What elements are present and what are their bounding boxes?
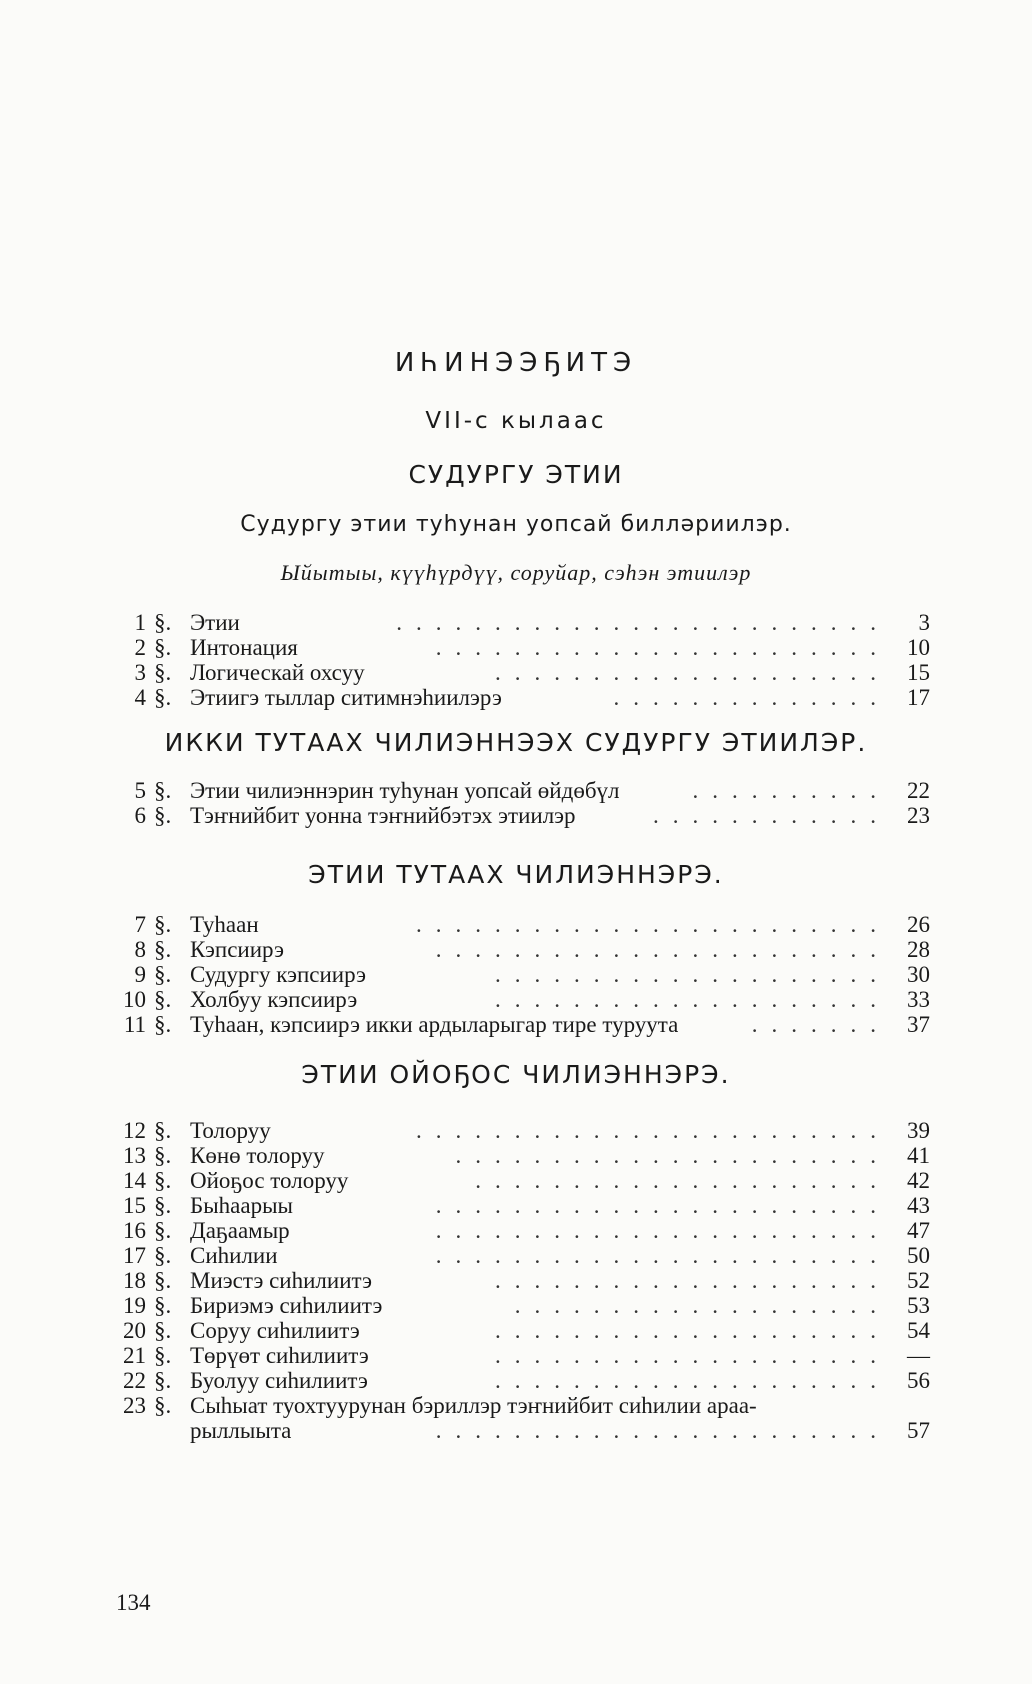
toc-entry-page: 53	[907, 1293, 930, 1318]
toc-entry-page: 28	[907, 937, 930, 962]
toc-entry-number: 9	[134, 962, 146, 987]
toc-entry-page: 41	[907, 1143, 930, 1168]
toc-entry-page: 22	[907, 778, 930, 803]
section-sign: §.	[154, 1012, 172, 1037]
section-subtitle: Судургу этии туһунан уопсай билләриилэр.	[240, 512, 792, 537]
toc-entry-title: Судургу кэпсиирэ	[190, 962, 367, 987]
toc-entry-title: Тэҥнийбит уонна тэҥнийбэтэх этиилэр	[190, 803, 576, 828]
toc-entry-number: 1	[134, 610, 146, 635]
toc-entry	[110, 1268, 930, 1293]
section-sign: §.	[154, 962, 172, 987]
toc-entry	[110, 987, 930, 1012]
toc-entry-title: Холбуу кэпсиирэ	[190, 987, 358, 1012]
section-sign: §.	[154, 1343, 172, 1368]
dot-leader: .....................	[475, 1168, 890, 1193]
toc-entry	[110, 1168, 930, 1193]
dot-leader: .......................	[435, 1418, 890, 1443]
toc-entry-number: 2	[134, 635, 146, 660]
toc-entry-number: 16	[123, 1218, 146, 1243]
dot-leader: ....................	[495, 1368, 890, 1393]
page-title: ИҺИНЭЭҔИТЭ	[394, 348, 638, 378]
section-sign: §.	[154, 778, 172, 803]
toc-entry-page: —	[907, 1343, 930, 1368]
toc-entry	[110, 1143, 930, 1168]
dot-leader: ....................	[495, 1268, 890, 1293]
dot-leader: ....................	[495, 962, 890, 987]
toc-entry-number: 5	[134, 778, 146, 803]
toc-entry-number: 3	[134, 660, 146, 685]
toc-entry-number: 10	[123, 987, 146, 1012]
toc-entry-page: 10	[907, 635, 930, 660]
toc-entry-page: 42	[907, 1168, 930, 1193]
toc-entry-page: 56	[907, 1368, 930, 1393]
section-sign: §.	[154, 1268, 172, 1293]
toc-block-4	[110, 1118, 930, 1443]
toc-entry-title: Миэстэ сиһилиитэ	[190, 1268, 373, 1293]
dot-leader: ......................	[455, 1143, 890, 1168]
dot-leader: .......................	[435, 1218, 890, 1243]
toc-entry-title: Көнө толоруу	[190, 1143, 325, 1168]
section-sign: §.	[154, 1193, 172, 1218]
toc-entry	[110, 1368, 930, 1393]
toc-entry-number: 19	[123, 1293, 146, 1318]
section-sign: §.	[154, 685, 172, 710]
toc-entry-title: Туһаан	[190, 912, 259, 937]
toc-block-3	[110, 912, 930, 1037]
toc-entry-page: 50	[907, 1243, 930, 1268]
toc-entry	[110, 1218, 930, 1243]
section-heading-1: СУДУРГУ ЭТИИ	[408, 460, 624, 489]
toc-entry	[110, 1318, 930, 1343]
toc-entry-title: Төрүөт сиһилиитэ	[190, 1343, 369, 1368]
toc-entry-page: 54	[907, 1318, 930, 1343]
toc-entry-number: 4	[134, 685, 146, 710]
dot-leader: ....................	[495, 660, 890, 685]
section-sign: §.	[154, 660, 172, 685]
dot-leader: .......	[751, 1012, 890, 1037]
section-sign: §.	[154, 1243, 172, 1268]
toc-entry-title: Туһаан, кэпсиирэ икки ардыларыгар тире туруута	[190, 1012, 679, 1037]
toc-entry-number: 20	[123, 1318, 146, 1343]
dot-leader: .......................	[435, 1193, 890, 1218]
toc-entry-number: 22	[123, 1368, 146, 1393]
toc-entry-title: Толоруу	[190, 1118, 271, 1143]
dot-leader: ............	[653, 803, 890, 828]
section-sign: §.	[154, 1218, 172, 1243]
toc-entry-number: 21	[123, 1343, 146, 1368]
toc-entry	[110, 1243, 930, 1268]
toc-entry	[110, 610, 930, 635]
toc-entry-title: Этиигэ тыллар ситимнэһиилэрэ	[190, 685, 502, 710]
toc-entry	[110, 660, 930, 685]
dot-leader: .......................	[435, 635, 890, 660]
section-sign: §.	[154, 610, 172, 635]
toc-entry	[110, 962, 930, 987]
section-heading-3: ЭТИИ ТУТААХ ЧИЛИЭННЭРЭ.	[308, 860, 724, 889]
toc-entry-title: Сыһыат туохтуурунан бэриллэр тэҥнийбит сиһилии араа-	[190, 1393, 757, 1418]
dot-leader: .......................	[435, 1243, 890, 1268]
toc-entry-page: 57	[907, 1418, 930, 1443]
toc-entry-number: 18	[123, 1268, 146, 1293]
toc-entry	[110, 778, 930, 803]
dot-leader: .........................	[396, 610, 890, 635]
toc-entry-page: 3	[918, 610, 930, 635]
toc-entry-number: 7	[134, 912, 146, 937]
toc-entry-page: 33	[907, 987, 930, 1012]
toc-entry-title: Бириэмэ сиһилиитэ	[190, 1293, 383, 1318]
section-heading-4: ЭТИИ ОЙОҔОС ЧИЛИЭННЭРЭ.	[301, 1060, 731, 1089]
toc-entry-page: 26	[907, 912, 930, 937]
section-sign: §.	[154, 1143, 172, 1168]
toc-entry-title: Кэпсиирэ	[190, 937, 284, 962]
toc-entry-page: 30	[907, 962, 930, 987]
toc-entry	[110, 1012, 930, 1037]
toc-entry	[110, 1293, 930, 1318]
dot-leader: ....................	[495, 987, 890, 1012]
toc-entry-title: Буолуу сиһилиитэ	[190, 1368, 368, 1393]
toc-entry	[110, 635, 930, 660]
toc-entry-number: 11	[123, 1012, 146, 1037]
toc-entry	[110, 912, 930, 937]
toc-block-2	[110, 778, 930, 828]
toc-entry	[110, 1343, 930, 1368]
toc-entry-title: Ойоҕос толоруу	[190, 1168, 349, 1193]
toc-entry-title: Интонация	[190, 635, 298, 660]
dot-leader: .......................	[435, 937, 890, 962]
toc-entry	[110, 803, 930, 828]
section-sign: §.	[154, 803, 172, 828]
toc-entry-title: Даҕаамыр	[190, 1218, 290, 1243]
toc-entry-title: Этии	[190, 610, 240, 635]
toc-entry-number: 12	[123, 1118, 146, 1143]
section-heading-2: ИККИ ТУТААХ ЧИЛИЭННЭЭХ СУДУРГУ ЭТИИЛЭР.	[164, 728, 868, 757]
toc-entry-page: 43	[907, 1193, 930, 1218]
toc-entry	[110, 1118, 930, 1143]
section-sign: §.	[154, 1118, 172, 1143]
toc-block-1	[110, 610, 930, 710]
toc-entry-title: Сиһилии	[190, 1243, 278, 1268]
toc-entry-page: 52	[907, 1268, 930, 1293]
toc-entry-title: Соруу сиһилиитэ	[190, 1318, 360, 1343]
toc-entry-title: Логическай охсуу	[190, 660, 365, 685]
section-sign: §.	[154, 937, 172, 962]
toc-entry	[110, 1393, 930, 1418]
toc-entry-number: 17	[123, 1243, 146, 1268]
dot-leader: ...................	[514, 1293, 890, 1318]
section-sign: §.	[154, 635, 172, 660]
dot-leader: ........................	[416, 1118, 890, 1143]
toc-entry-title: Этии чилиэннэрин туһунан уопсай өйдөбүл	[190, 778, 620, 803]
dot-leader: ........................	[416, 912, 890, 937]
section-sign: §.	[154, 987, 172, 1012]
section-sign: §.	[154, 1368, 172, 1393]
section-sign: §.	[154, 1293, 172, 1318]
toc-entry-number: 6	[134, 803, 146, 828]
toc-entry-page: 23	[907, 803, 930, 828]
page-number: 134	[116, 1590, 151, 1615]
toc-entry	[110, 1193, 930, 1218]
toc-entry-number: 23	[123, 1393, 146, 1418]
toc-entry-title: рыллыыта	[190, 1418, 292, 1443]
toc-entry-number: 13	[123, 1143, 146, 1168]
dot-leader: ..............	[613, 685, 890, 710]
toc-entry-page: 39	[907, 1118, 930, 1143]
section-sign: §.	[154, 1318, 172, 1343]
dot-leader: ....................	[495, 1318, 890, 1343]
dot-leader: ..........	[692, 778, 890, 803]
dot-leader: ....................	[495, 1343, 890, 1368]
toc-entry-number: 15	[123, 1193, 146, 1218]
section-sign: §.	[154, 1393, 172, 1418]
toc-entry-page: 47	[907, 1218, 930, 1243]
toc-entry-title: Быһаарыы	[190, 1193, 293, 1218]
toc-entry-page: 37	[907, 1012, 930, 1037]
toc-entry-number: 8	[134, 937, 146, 962]
toc-entry-page: 15	[907, 660, 930, 685]
toc-entry-number: 14	[123, 1168, 146, 1193]
toc-entry	[110, 1418, 930, 1443]
class-label: VII-с кылаас	[425, 408, 607, 434]
toc-entry	[110, 685, 930, 710]
section-italic-subtitle: Ыйытыы, күүһүрдүү, соруйар, сэһэн этиилэр	[280, 560, 752, 585]
toc-entry-page: 17	[907, 685, 930, 710]
toc-entry	[110, 937, 930, 962]
section-sign: §.	[154, 1168, 172, 1193]
section-sign: §.	[154, 912, 172, 937]
